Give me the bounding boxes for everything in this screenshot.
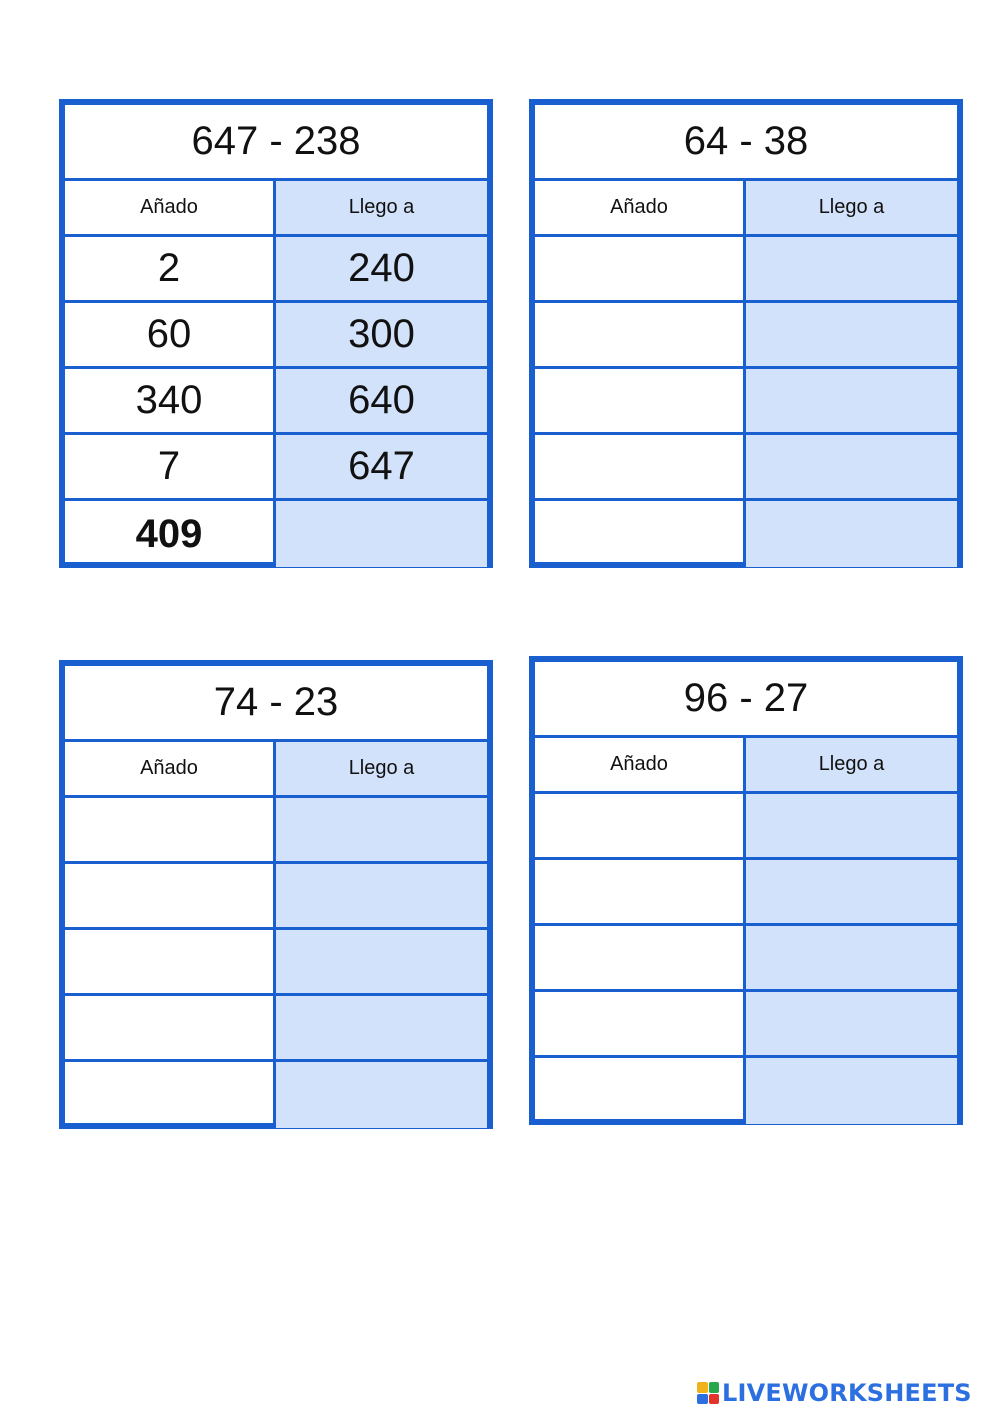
- table-row: [535, 926, 957, 992]
- table-header-row: [535, 738, 957, 794]
- llego-a-cell[interactable]: [276, 996, 487, 1059]
- column-header-anado: Añado: [65, 181, 276, 234]
- liveworksheets-logo-icon: [697, 1382, 719, 1404]
- table-title: 64 - 38: [535, 105, 957, 181]
- table-row: [535, 501, 957, 567]
- anado-cell[interactable]: [535, 1058, 746, 1124]
- logo-text: LIVEWORKSHEETS: [722, 1379, 972, 1407]
- table-row: [535, 794, 957, 860]
- anado-cell[interactable]: [65, 996, 276, 1059]
- llego-a-cell[interactable]: [746, 237, 957, 300]
- llego-a-cell[interactable]: [746, 926, 957, 989]
- anado-cell[interactable]: [535, 303, 746, 366]
- anado-cell[interactable]: [535, 237, 746, 300]
- table-row: [535, 992, 957, 1058]
- table-row: [535, 1058, 957, 1124]
- llego-a-cell[interactable]: [746, 369, 957, 432]
- column-header-llego-a: Llego a: [746, 181, 957, 234]
- table-row-total: [65, 501, 487, 567]
- table-row: [535, 435, 957, 501]
- llego-a-cell[interactable]: 240: [276, 237, 487, 300]
- llego-a-cell[interactable]: [746, 794, 957, 857]
- llego-a-cell[interactable]: 647: [276, 435, 487, 498]
- table-row: [535, 369, 957, 435]
- llego-a-cell[interactable]: [746, 303, 957, 366]
- table-header-row: [65, 181, 487, 237]
- anado-cell[interactable]: [535, 860, 746, 923]
- table-title: 96 - 27: [535, 662, 957, 738]
- llego-a-cell[interactable]: 300: [276, 303, 487, 366]
- llego-a-cell[interactable]: [746, 435, 957, 498]
- table-header-row: [65, 742, 487, 798]
- anado-cell[interactable]: [65, 930, 276, 993]
- anado-cell[interactable]: 60: [65, 303, 276, 366]
- anado-cell[interactable]: [535, 501, 746, 567]
- anado-cell[interactable]: 2: [65, 237, 276, 300]
- llego-a-cell[interactable]: [276, 930, 487, 993]
- table-row: [65, 930, 487, 996]
- anado-cell[interactable]: [535, 369, 746, 432]
- column-header-anado: Añado: [535, 181, 746, 234]
- anado-cell[interactable]: [65, 798, 276, 861]
- anado-cell[interactable]: [535, 435, 746, 498]
- table-row: [65, 237, 487, 303]
- llego-a-cell[interactable]: [746, 1058, 957, 1124]
- subtraction-table-1: [59, 99, 493, 568]
- table-row: [65, 798, 487, 864]
- table-row: [65, 864, 487, 930]
- table-row: [65, 996, 487, 1062]
- column-header-anado: Añado: [535, 738, 746, 791]
- anado-cell[interactable]: 340: [65, 369, 276, 432]
- table-row: [65, 303, 487, 369]
- column-header-llego-a: Llego a: [276, 742, 487, 795]
- table-row: [65, 1062, 487, 1128]
- liveworksheets-logo: [697, 1377, 972, 1409]
- subtraction-table-4: [529, 656, 963, 1125]
- llego-a-cell[interactable]: [276, 864, 487, 927]
- llego-a-cell[interactable]: [276, 798, 487, 861]
- anado-total-cell[interactable]: 409: [65, 501, 276, 567]
- llego-a-cell[interactable]: [746, 992, 957, 1055]
- column-header-llego-a: Llego a: [746, 738, 957, 791]
- table-row: [535, 237, 957, 303]
- table-row: [65, 435, 487, 501]
- llego-a-cell[interactable]: 640: [276, 369, 487, 432]
- anado-cell[interactable]: [535, 794, 746, 857]
- llego-a-cell[interactable]: [746, 501, 957, 567]
- table-row: [535, 303, 957, 369]
- subtraction-table-3: [59, 660, 493, 1129]
- llego-a-cell[interactable]: [276, 501, 487, 567]
- anado-cell[interactable]: [65, 1062, 276, 1128]
- table-title: 74 - 23: [65, 666, 487, 742]
- column-header-anado: Añado: [65, 742, 276, 795]
- table-row: [535, 860, 957, 926]
- column-header-llego-a: Llego a: [276, 181, 487, 234]
- table-row: [65, 369, 487, 435]
- llego-a-cell[interactable]: [746, 860, 957, 923]
- subtraction-table-2: [529, 99, 963, 568]
- table-title: 647 - 238: [65, 105, 487, 181]
- anado-cell[interactable]: [535, 992, 746, 1055]
- anado-cell[interactable]: [535, 926, 746, 989]
- llego-a-cell[interactable]: [276, 1062, 487, 1128]
- table-header-row: [535, 181, 957, 237]
- anado-cell[interactable]: [65, 864, 276, 927]
- anado-cell[interactable]: 7: [65, 435, 276, 498]
